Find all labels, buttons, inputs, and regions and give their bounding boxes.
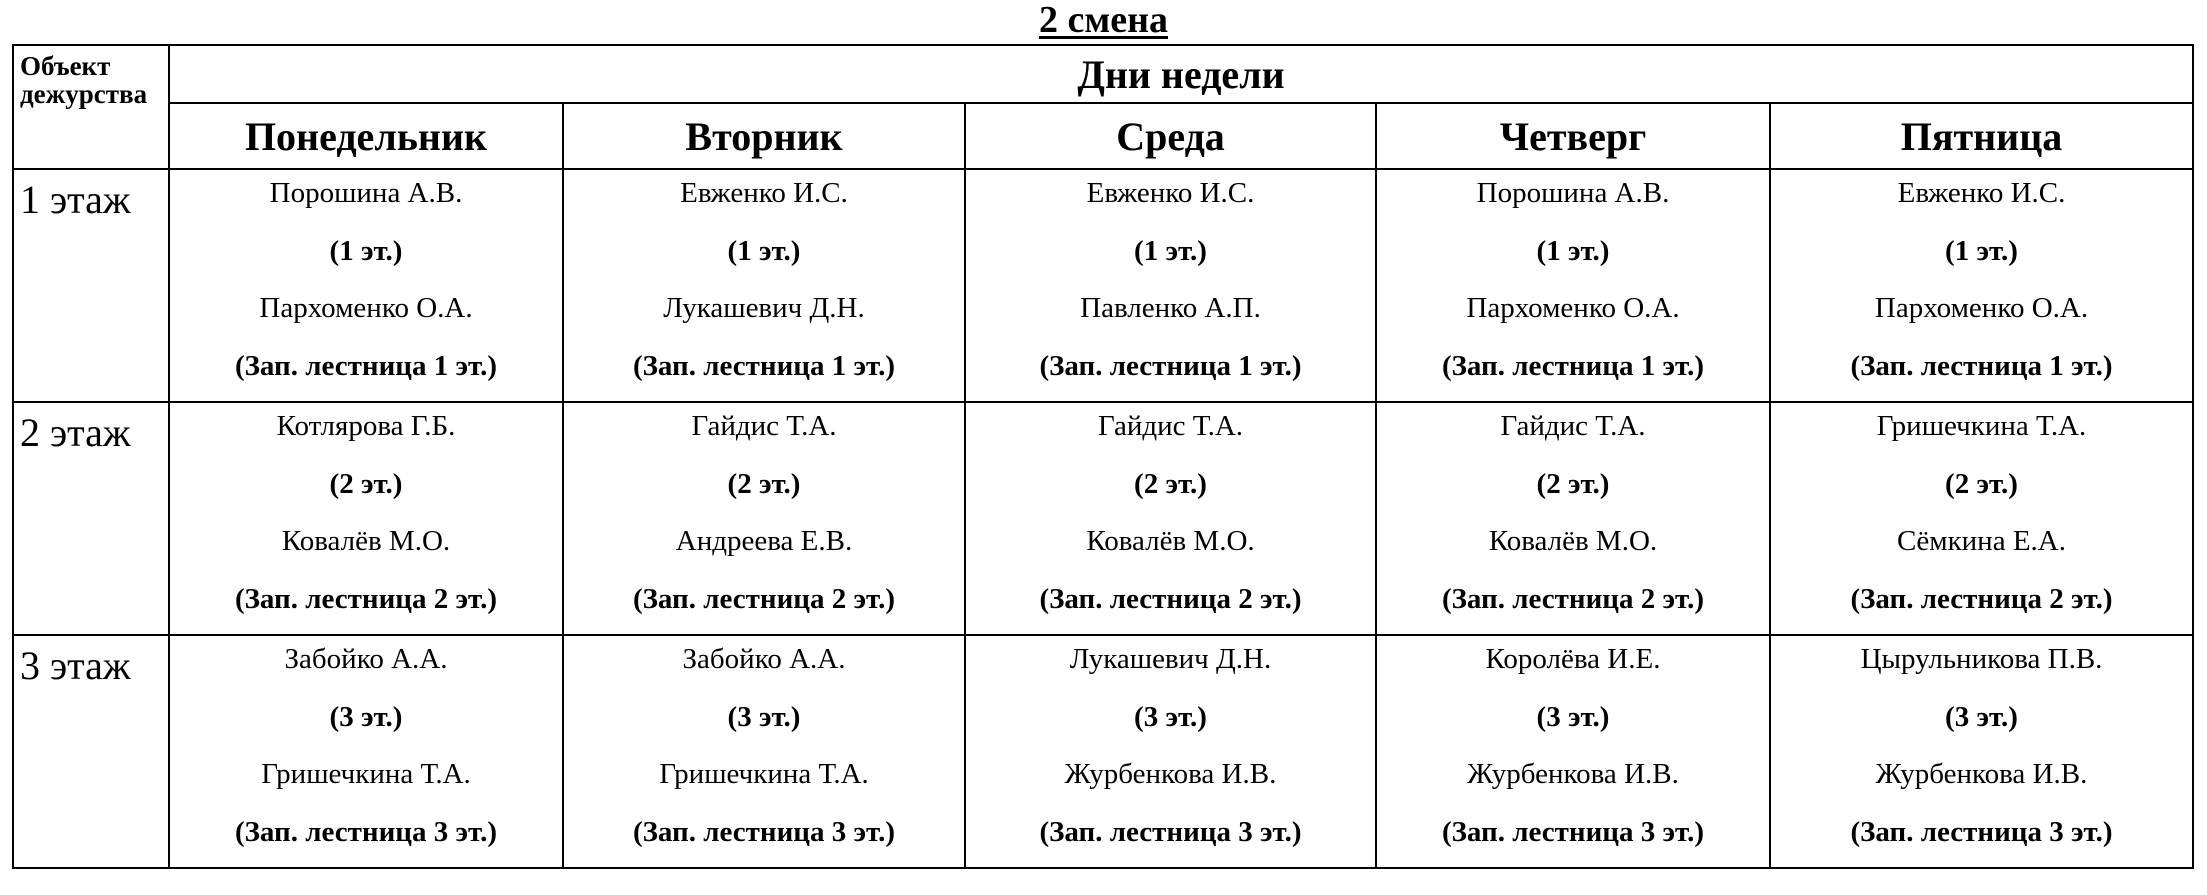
duty-location: (Зап. лестница 3 эт.) xyxy=(234,815,498,848)
person-name: Гришечкина Т.А. xyxy=(659,758,869,790)
duty-location: (Зап. лестница 3 эт.) xyxy=(1850,815,2113,848)
person-name: Королёва И.Е. xyxy=(1485,643,1661,675)
duty-location: (Зап. лестница 1 эт.) xyxy=(1850,349,2113,382)
person-name: Евженко И.С. xyxy=(680,177,848,209)
duty-location: (3 эт.) xyxy=(1536,700,1610,733)
duty-cell-thursday xyxy=(1376,169,1770,402)
person-name: Порошина А.В. xyxy=(1476,177,1670,209)
duty-location: (Зап. лестница 3 эт.) xyxy=(632,815,896,848)
duty-location: (Зап. лестница 1 эт.) xyxy=(1441,349,1705,382)
day-header-tuesday: Вторник xyxy=(563,103,965,169)
person-name: Журбенкова И.В. xyxy=(1467,758,1679,790)
person-name: Гришечкина Т.А. xyxy=(261,758,471,790)
person-name: Евженко И.С. xyxy=(1897,177,2066,209)
page-title xyxy=(0,0,2207,44)
person-name: Ковалёв М.О. xyxy=(281,525,451,557)
duty-location: (2 эт.) xyxy=(727,467,801,500)
days-header: Дни недели xyxy=(169,45,2193,103)
duty-location: (Зап. лестница 2 эт.) xyxy=(632,582,896,615)
duty-cell-monday xyxy=(169,635,563,868)
table-row xyxy=(13,169,2193,402)
duty-schedule-table xyxy=(12,44,2194,869)
person-name: Лукашевич Д.Н. xyxy=(663,292,865,324)
duty-location: (1 эт.) xyxy=(329,234,403,267)
object-column-header: Объект дежурства xyxy=(13,45,169,169)
person-name: Журбенкова И.В. xyxy=(1875,758,2088,790)
person-name: Гайдис Т.А. xyxy=(691,410,837,442)
duty-location: (2 эт.) xyxy=(1134,467,1207,500)
person-name: Гришечкина Т.А. xyxy=(1876,410,2087,442)
floor-label: 3 этаж xyxy=(13,635,169,868)
person-name: Гайдис Т.А. xyxy=(1500,410,1646,442)
table-row xyxy=(13,635,2193,868)
person-name: Ковалёв М.О. xyxy=(1488,525,1658,557)
duty-location: (3 эт.) xyxy=(329,700,403,733)
duty-location: (3 эт.) xyxy=(1134,700,1207,733)
duty-location: (Зап. лестница 3 эт.) xyxy=(1039,815,1302,848)
person-name: Евженко И.С. xyxy=(1086,177,1255,209)
duty-location: (1 эт.) xyxy=(1536,234,1610,267)
person-name: Павленко А.П. xyxy=(1080,292,1261,324)
duty-location: (Зап. лестница 2 эт.) xyxy=(1850,582,2113,615)
duty-location: (Зап. лестница 3 эт.) xyxy=(1441,815,1705,848)
duty-cell-friday xyxy=(1770,169,2193,402)
floor-label: 2 этаж xyxy=(13,402,169,635)
table-row xyxy=(13,402,2193,635)
duty-location: (3 эт.) xyxy=(727,700,801,733)
person-name: Сёмкина Е.А. xyxy=(1897,525,2066,557)
person-name: Забойко А.А. xyxy=(682,643,846,675)
duty-cell-thursday xyxy=(1376,402,1770,635)
duty-cell-wednesday xyxy=(965,402,1376,635)
person-name: Пархоменко О.А. xyxy=(1874,292,2089,324)
duty-location: (Зап. лестница 2 эт.) xyxy=(234,582,498,615)
duty-location: (2 эт.) xyxy=(1536,467,1610,500)
person-name: Пархоменко О.А. xyxy=(259,292,473,324)
duty-location: (Зап. лестница 1 эт.) xyxy=(1039,349,1302,382)
duty-location: (Зап. лестница 1 эт.) xyxy=(632,349,896,382)
person-name: Лукашевич Д.Н. xyxy=(1069,643,1272,675)
person-name: Журбенкова И.В. xyxy=(1064,758,1277,790)
person-name: Забойко А.А. xyxy=(284,643,448,675)
duty-cell-friday xyxy=(1770,402,2193,635)
duty-location: (2 эт.) xyxy=(1945,467,2018,500)
duty-cell-monday xyxy=(169,402,563,635)
floor-label: 1 этаж xyxy=(13,169,169,402)
duty-location: (1 эт.) xyxy=(1945,234,2018,267)
duty-location: (Зап. лестница 1 эт.) xyxy=(234,349,498,382)
duty-cell-thursday xyxy=(1376,635,1770,868)
duty-location: (3 эт.) xyxy=(1945,700,2018,733)
duty-cell-tuesday xyxy=(563,402,965,635)
person-name: Пархоменко О.А. xyxy=(1466,292,1680,324)
duty-cell-tuesday xyxy=(563,169,965,402)
duty-location: (1 эт.) xyxy=(727,234,801,267)
person-name: Цырульникова П.В. xyxy=(1860,643,2103,675)
duty-location: (Зап. лестница 2 эт.) xyxy=(1039,582,1302,615)
duty-cell-tuesday xyxy=(563,635,965,868)
person-name: Котлярова Г.Б. xyxy=(276,410,456,442)
day-header-friday: Пятница xyxy=(1770,103,2193,169)
person-name: Гайдис Т.А. xyxy=(1097,410,1244,442)
page-title-text: 2 смена xyxy=(1038,0,1168,41)
duty-location: (2 эт.) xyxy=(329,467,403,500)
day-header-thursday: Четверг xyxy=(1376,103,1770,169)
duty-location: (Зап. лестница 2 эт.) xyxy=(1441,582,1705,615)
duty-cell-friday xyxy=(1770,635,2193,868)
person-name: Андреева Е.В. xyxy=(675,525,853,557)
duty-cell-wednesday xyxy=(965,635,1376,868)
day-header-monday: Понедельник xyxy=(169,103,563,169)
duty-cell-wednesday xyxy=(965,169,1376,402)
person-name: Порошина А.В. xyxy=(269,177,463,209)
duty-cell-monday xyxy=(169,169,563,402)
person-name: Ковалёв М.О. xyxy=(1086,525,1255,557)
duty-location: (1 эт.) xyxy=(1134,234,1207,267)
day-header-wednesday: Среда xyxy=(965,103,1376,169)
